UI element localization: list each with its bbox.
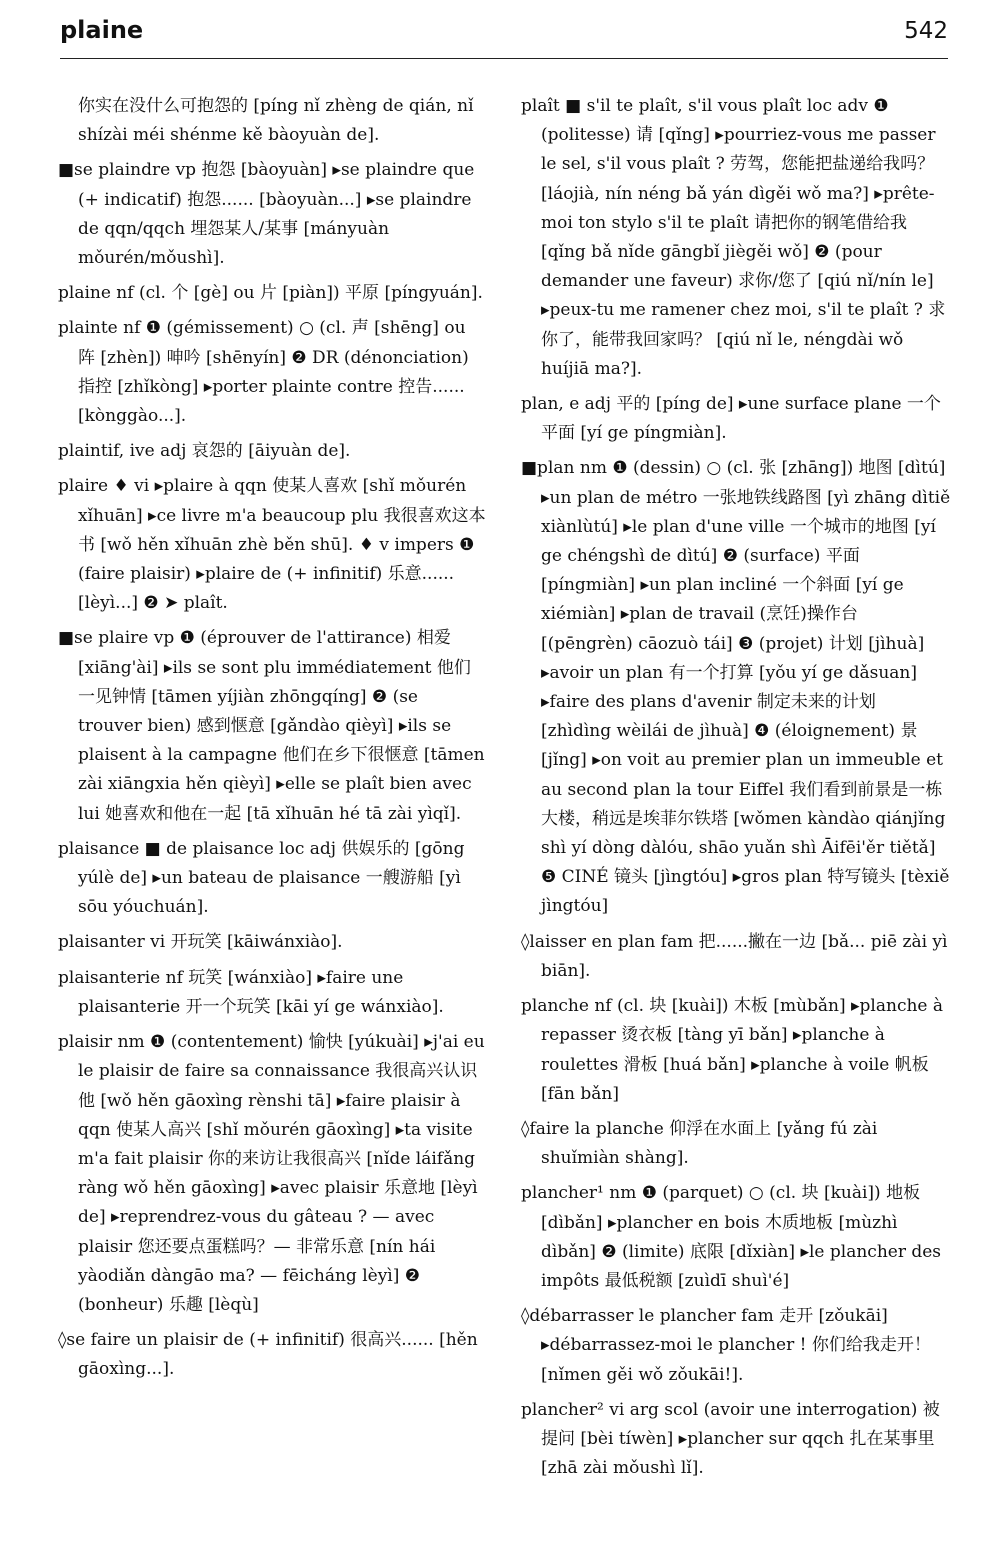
page-header [60,10,948,59]
entry-plan-nm: ■plan nm ❶ (dessin) ○ (cl. 张 [zhāng]) 地图 [dìtú] ▸un plan de métro 一张地铁线路图 [yì zhāng dìtiě xiànlùtú] ▸le plan d'une ville 一个城市的地图 [yí ge chéngshì de dìtú] ❷ (surface) 平面 [píngmiàn] ▸un plan incliné 一个斜面 [yí ge xiémiàn] ▸plan de travail (烹饪)操作台 [(pēngrèn) cāozuò tái] ❸ (projet) 计划 [jìhuà] ▸avoir un plan 有一个打算 [yǒu yí ge dǎsuan] ▸faire des plans d'avenir 制定未来的计划 [zhìdìng wèilái de jìhuà] ❹ (éloignement) 景 [jǐng] ▸on voit au premier plan un immeuble et au second plan la tour Eiffel 我们看到前景是一栋大楼，稍远是埃菲尔铁塔 [wǒmen kàndào qiánjǐng shì yí dòng dàlóu, shāo yuǎn shì Āifēi'ěr tiětǎ] ❺ CINÉ 镜头 [jìngtóu] ▸gros plan 特写镜头 [tèxiě jìngtóu] [521,458,951,917]
entry-plancher-2: plancher² vi arg scol (avoir une interrogation) 被提问 [bèi tíwèn] ▸plancher sur qqch 扎在某事里 [zhā zài mǒushì lǐ]. [521,1399,940,1479]
right-column [521,92,951,1489]
entry-planche: planche nf (cl. 块 [kuài]) 木板 [mùbǎn] ▸planche à repasser 烫衣板 [tàng yī bǎn] ▸planche à roulettes 滑板 [huá bǎn] ▸planche à voile 帆板 [fān bǎn] [521,996,944,1104]
entry-idiom-faire-la-planche: ◊faire la planche 仰浮在水面上 [yǎng fú zài shuǐmiàn shàng]. [521,1118,878,1169]
entry-continuation: 你实在没什么可抱怨的 [píng nǐ zhèng de qián, nǐ shízài méi shénme kě bàoyuàn de]. [78,96,474,146]
entry-plaisance: plaisance ■ de plaisance loc adj 供娱乐的 [gōng yúlè de] ▸un bateau de plaisance 一艘游船 [yì sōu yóuchuán]. [58,838,465,918]
entry-plainte: plainte nf ❶ (gémissement) ○ (cl. 声 [shēng] ou 阵 [zhèn]) 呻吟 [shēnyín] ❷ DR (dénonciation) 指控 [zhǐkòng] ▸porter plainte contre 控告...... [kònggào...]. [58,318,469,427]
entry-idiom-debarrasser-le-plancher: ◊débarrasser le plancher fam 走开 [zǒukāi] ▸débarrassez-moi le plancher ! 你们给我走开！ [nǐmen gěi wǒ zǒukāi!]. [521,1306,931,1385]
running-headword: plaine [60,16,144,44]
entry-plait: plaît ■ s'il te plaît, s'il vous plaît loc adv ❶ (politesse) 请 [qǐng] ▸pourriez-vous me passer le sel, s'il vous plaît ? 劳驾，您能把盐递给我吗？ [láojià, nín néng bǎ yán dìgěi wǒ ma?] ▸prête-moi ton stylo s'il te plaît 请把你的钢笔借给我 [qǐng bǎ nǐde gāngbǐ jiègěi wǒ] ❷ (pour demander une faveur) 求你/您了 [qiú nǐ/nín le] ▸peux-tu me ramener chez moi, s'il te plaît ? 求你了，能带我回家吗？ [qiú nǐ le, néngdài wǒ huíjiā ma?]. [521,96,946,379]
entry-plaisanter: plaisanter vi 开玩笑 [kāiwánxiào]. [58,932,343,953]
left-column [58,92,486,1391]
entry-se-plaire: ■se plaire vp ❶ (éprouver de l'attirance) 相爱 [xiāng'ài] ▸ils se sont plu immédiatement 他们一见钟情 [tāmen yíjiàn zhōngqíng] ❷ (se trouver bien) 感到惬意 [gǎndào qièyì] ▸ils se plaisent à la campagne 他们在乡下很惬意 [tāmen zài xiāngxia hěn qièyì] ▸elle se plaît bien avec lui 她喜欢和他在一起 [tā xǐhuān hé tā zài yìqǐ]. [58,628,485,824]
entry-plaintif: plaintif, ive adj 哀怨的 [āiyuàn de]. [58,441,351,462]
entry-plaine: plaine nf (cl. 个 [gè] ou 片 [piàn]) 平原 [píngyuán]. [58,283,483,304]
entry-se-plaindre: ■se plaindre vp 抱怨 [bàoyuàn] ▸se plaindre que (+ indicatif) 抱怨...... [bàoyuàn...] ▸se plaindre de qqn/qqch 埋怨某人/某事 [mányuàn mǒurén/mǒushì]. [58,160,475,269]
page-number: 542 [904,18,948,44]
entry-plaire: plaire ♦ vi ▸plaire à qqn 使某人喜欢 [shǐ mǒurén xǐhuān] ▸ce livre m'a beaucoup plu 我很喜欢这本书 [wǒ hěn xǐhuān zhè běn shū]. ♦ v impers ❶ (faire plaisir) ▸plaire de (+ infinitif) 乐意...... [lèyì...] ❷ ➤ plaît. [58,476,486,614]
entry-idiom-se-faire-un-plaisir: ◊se faire un plaisir de (+ infinitif) 很高兴...... [hěn gāoxìng...]. [58,1330,478,1380]
entry-plancher-1: plancher¹ nm ❶ (parquet) ○ (cl. 块 [kuài]) 地板 [dìbǎn] ▸plancher en bois 木质地板 [mùzhì dìbǎn] ❷ (limite) 底限 [dǐxiàn] ▸le plancher des impôts 最低税额 [zuìdī shuì'é] [521,1183,942,1291]
entry-plaisir: plaisir nm ❶ (contentement) 愉快 [yúkuài] ▸j'ai eu le plaisir de faire sa connaissance 我很高兴认识他 [wǒ hěn gāoxìng rènshi tā] ▸faire plaisir à qqn 使某人高兴 [shǐ mǒurén gāoxìng] ▸ta visite m'a fait plaisir 你的来访让我很高兴 [nǐde láifǎng ràng wǒ hěn gāoxìng] ▸avec plaisir 乐意地 [lèyì de] ▸reprendrez-vous du gâteau ? — avec plaisir 您还要点蛋糕吗？— 非常乐意 [nín hái yàodiǎn dàngāo ma? — fēicháng lèyì] ❷ (bonheur) 乐趣 [lèqù] [58,1032,485,1315]
entry-plaisanterie: plaisanterie nf 玩笑 [wánxiào] ▸faire une plaisanterie 开一个玩笑 [kāi yí ge wánxiào]. [58,967,444,1017]
entry-idiom-laisser-en-plan: ◊laisser en plan fam 把......撇在一边 [bǎ... piē zài yì biān]. [521,931,948,981]
entry-plan-adj: plan, e adj 平的 [píng de] ▸une surface plane 一个平面 [yí ge píngmiàn]. [521,394,941,444]
